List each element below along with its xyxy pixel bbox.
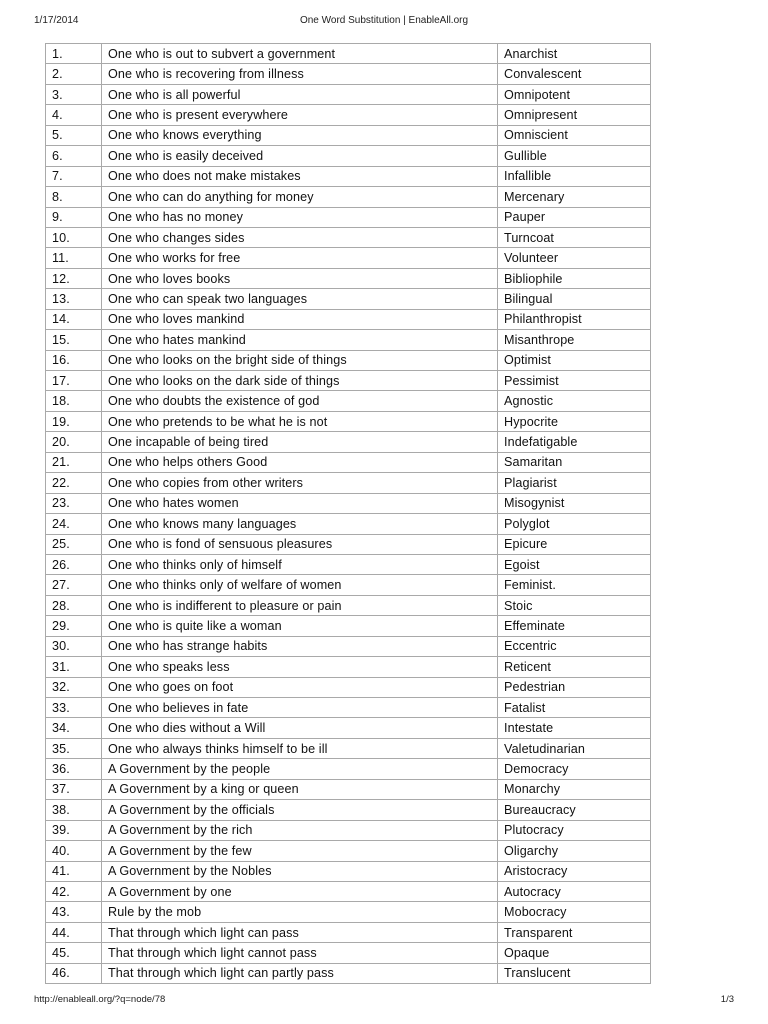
row-word: Monarchy	[498, 779, 651, 799]
row-definition: One incapable of being tired	[102, 432, 498, 452]
row-word: Volunteer	[498, 248, 651, 268]
row-word: Bibliophile	[498, 268, 651, 288]
table-row	[46, 105, 651, 125]
page-number: 1/3	[720, 994, 734, 1005]
table-row	[46, 84, 651, 104]
row-number: 12.	[46, 268, 102, 288]
table-row	[46, 554, 651, 574]
row-word: Mobocracy	[498, 902, 651, 922]
table-row	[46, 861, 651, 881]
row-definition: One who hates mankind	[102, 330, 498, 350]
row-definition: That through which light can pass	[102, 922, 498, 942]
table-row	[46, 881, 651, 901]
print-date: 1/17/2014	[34, 15, 79, 26]
row-word: Indefatigable	[498, 432, 651, 452]
row-definition: One who goes on foot	[102, 677, 498, 697]
row-definition: One who speaks less	[102, 657, 498, 677]
table-row	[46, 473, 651, 493]
table-row	[46, 718, 651, 738]
table-row	[46, 759, 651, 779]
row-word: Bilingual	[498, 289, 651, 309]
row-number: 30.	[46, 636, 102, 656]
table-row	[46, 800, 651, 820]
table-row	[46, 636, 651, 656]
row-number: 14.	[46, 309, 102, 329]
table-row	[46, 330, 651, 350]
table-row	[46, 64, 651, 84]
row-number: 10.	[46, 227, 102, 247]
row-definition: One who believes in fate	[102, 698, 498, 718]
table-row	[46, 493, 651, 513]
table-row	[46, 146, 651, 166]
row-number: 34.	[46, 718, 102, 738]
table-row	[46, 677, 651, 697]
row-definition: One who is indifferent to pleasure or pain	[102, 595, 498, 615]
row-definition: One who is quite like a woman	[102, 616, 498, 636]
row-number: 1.	[46, 44, 102, 64]
table-row	[46, 411, 651, 431]
row-word: Effeminate	[498, 616, 651, 636]
table-row	[46, 534, 651, 554]
row-definition: One who pretends to be what he is not	[102, 411, 498, 431]
row-definition: One who loves mankind	[102, 309, 498, 329]
row-definition: One who is all powerful	[102, 84, 498, 104]
row-definition: A Government by the people	[102, 759, 498, 779]
row-word: Reticent	[498, 657, 651, 677]
row-number: 38.	[46, 800, 102, 820]
row-word: Pessimist	[498, 371, 651, 391]
table-row	[46, 432, 651, 452]
row-word: Mercenary	[498, 187, 651, 207]
table-row	[46, 187, 651, 207]
row-definition: One who loves books	[102, 268, 498, 288]
row-word: Misanthrope	[498, 330, 651, 350]
row-word: Fatalist	[498, 698, 651, 718]
table-row	[46, 371, 651, 391]
table-row	[46, 902, 651, 922]
table-row	[46, 575, 651, 595]
row-word: Misogynist	[498, 493, 651, 513]
row-word: Polyglot	[498, 514, 651, 534]
row-number: 46.	[46, 963, 102, 983]
row-definition: One who knows everything	[102, 125, 498, 145]
row-definition: One who thinks only of welfare of women	[102, 575, 498, 595]
row-definition: One who looks on the dark side of things	[102, 371, 498, 391]
row-number: 15.	[46, 330, 102, 350]
row-number: 8.	[46, 187, 102, 207]
row-word: Anarchist	[498, 44, 651, 64]
row-number: 23.	[46, 493, 102, 513]
row-number: 43.	[46, 902, 102, 922]
row-word: Convalescent	[498, 64, 651, 84]
table-row	[46, 943, 651, 963]
row-number: 17.	[46, 371, 102, 391]
row-word: Pauper	[498, 207, 651, 227]
table-row	[46, 125, 651, 145]
row-number: 16.	[46, 350, 102, 370]
row-number: 41.	[46, 861, 102, 881]
row-word: Plutocracy	[498, 820, 651, 840]
table-row	[46, 166, 651, 186]
row-definition: One who has strange habits	[102, 636, 498, 656]
row-number: 36.	[46, 759, 102, 779]
row-word: Opaque	[498, 943, 651, 963]
row-number: 40.	[46, 841, 102, 861]
row-number: 26.	[46, 554, 102, 574]
page-url[interactable]: http://enableall.org/?q=node/78	[34, 994, 166, 1005]
row-number: 37.	[46, 779, 102, 799]
table-row	[46, 227, 651, 247]
row-number: 39.	[46, 820, 102, 840]
row-number: 22.	[46, 473, 102, 493]
row-number: 19.	[46, 411, 102, 431]
row-number: 35.	[46, 738, 102, 758]
row-word: Egoist	[498, 554, 651, 574]
row-number: 27.	[46, 575, 102, 595]
row-definition: One who does not make mistakes	[102, 166, 498, 186]
row-number: 20.	[46, 432, 102, 452]
row-definition: One who works for free	[102, 248, 498, 268]
row-word: Transparent	[498, 922, 651, 942]
row-word: Pedestrian	[498, 677, 651, 697]
row-word: Democracy	[498, 759, 651, 779]
row-word: Epicure	[498, 534, 651, 554]
table-row	[46, 595, 651, 615]
row-definition: One who doubts the existence of god	[102, 391, 498, 411]
row-word: Translucent	[498, 963, 651, 983]
row-word: Optimist	[498, 350, 651, 370]
row-number: 6.	[46, 146, 102, 166]
row-word: Samaritan	[498, 452, 651, 472]
table-row	[46, 963, 651, 983]
table-row	[46, 841, 651, 861]
table-row	[46, 698, 651, 718]
row-number: 7.	[46, 166, 102, 186]
row-definition: One who copies from other writers	[102, 473, 498, 493]
row-word: Valetudinarian	[498, 738, 651, 758]
row-word: Autocracy	[498, 881, 651, 901]
row-number: 9.	[46, 207, 102, 227]
row-definition: One who dies without a Will	[102, 718, 498, 738]
row-word: Intestate	[498, 718, 651, 738]
row-word: Infallible	[498, 166, 651, 186]
row-definition: One who knows many languages	[102, 514, 498, 534]
row-definition: That through which light cannot pass	[102, 943, 498, 963]
row-definition: One who hates women	[102, 493, 498, 513]
row-word: Plagiarist	[498, 473, 651, 493]
table-row	[46, 248, 651, 268]
print-header	[34, 15, 734, 29]
row-definition: One who has no money	[102, 207, 498, 227]
table-row	[46, 309, 651, 329]
table-row	[46, 391, 651, 411]
row-word: Stoic	[498, 595, 651, 615]
row-word: Bureaucracy	[498, 800, 651, 820]
row-definition: A Government by the officials	[102, 800, 498, 820]
row-number: 42.	[46, 881, 102, 901]
row-number: 44.	[46, 922, 102, 942]
table-row	[46, 657, 651, 677]
row-definition: One who is easily deceived	[102, 146, 498, 166]
row-number: 25.	[46, 534, 102, 554]
row-number: 45.	[46, 943, 102, 963]
row-word: Hypocrite	[498, 411, 651, 431]
row-word: Omniscient	[498, 125, 651, 145]
row-word: Aristocracy	[498, 861, 651, 881]
table-row	[46, 452, 651, 472]
table-row	[46, 207, 651, 227]
row-number: 28.	[46, 595, 102, 615]
row-word: Feminist.	[498, 575, 651, 595]
word-substitution-table	[45, 43, 651, 984]
table-row	[46, 289, 651, 309]
row-definition: A Government by the few	[102, 841, 498, 861]
row-number: 31.	[46, 657, 102, 677]
row-word: Omnipotent	[498, 84, 651, 104]
row-number: 24.	[46, 514, 102, 534]
row-definition: A Government by one	[102, 881, 498, 901]
row-word: Omnipresent	[498, 105, 651, 125]
row-word: Agnostic	[498, 391, 651, 411]
row-word: Philanthropist	[498, 309, 651, 329]
row-number: 11.	[46, 248, 102, 268]
table-row	[46, 820, 651, 840]
row-definition: A Government by the Nobles	[102, 861, 498, 881]
row-definition: That through which light can partly pass	[102, 963, 498, 983]
row-definition: One who can speak two languages	[102, 289, 498, 309]
table-row	[46, 268, 651, 288]
row-number: 18.	[46, 391, 102, 411]
row-number: 32.	[46, 677, 102, 697]
row-definition: Rule by the mob	[102, 902, 498, 922]
row-word: Gullible	[498, 146, 651, 166]
row-definition: One who changes sides	[102, 227, 498, 247]
row-definition: One who looks on the bright side of things	[102, 350, 498, 370]
row-number: 2.	[46, 64, 102, 84]
row-word: Turncoat	[498, 227, 651, 247]
print-footer	[34, 994, 734, 1008]
row-definition: One who is fond of sensuous pleasures	[102, 534, 498, 554]
table-row	[46, 738, 651, 758]
row-definition: A Government by a king or queen	[102, 779, 498, 799]
row-definition: One who thinks only of himself	[102, 554, 498, 574]
table-row	[46, 616, 651, 636]
row-number: 29.	[46, 616, 102, 636]
row-definition: One who helps others Good	[102, 452, 498, 472]
table-row	[46, 514, 651, 534]
row-definition: One who always thinks himself to be ill	[102, 738, 498, 758]
table-body	[46, 44, 651, 984]
row-number: 5.	[46, 125, 102, 145]
table-row	[46, 44, 651, 64]
row-definition: One who is present everywhere	[102, 105, 498, 125]
table-row	[46, 350, 651, 370]
row-definition: One who is out to subvert a government	[102, 44, 498, 64]
row-definition: One who can do anything for money	[102, 187, 498, 207]
row-definition: A Government by the rich	[102, 820, 498, 840]
row-number: 33.	[46, 698, 102, 718]
row-word: Oligarchy	[498, 841, 651, 861]
page-title: One Word Substitution | EnableAll.org	[299, 15, 469, 26]
row-number: 4.	[46, 105, 102, 125]
row-definition: One who is recovering from illness	[102, 64, 498, 84]
table-row	[46, 922, 651, 942]
row-number: 13.	[46, 289, 102, 309]
row-number: 21.	[46, 452, 102, 472]
row-number: 3.	[46, 84, 102, 104]
row-word: Eccentric	[498, 636, 651, 656]
table-row	[46, 779, 651, 799]
